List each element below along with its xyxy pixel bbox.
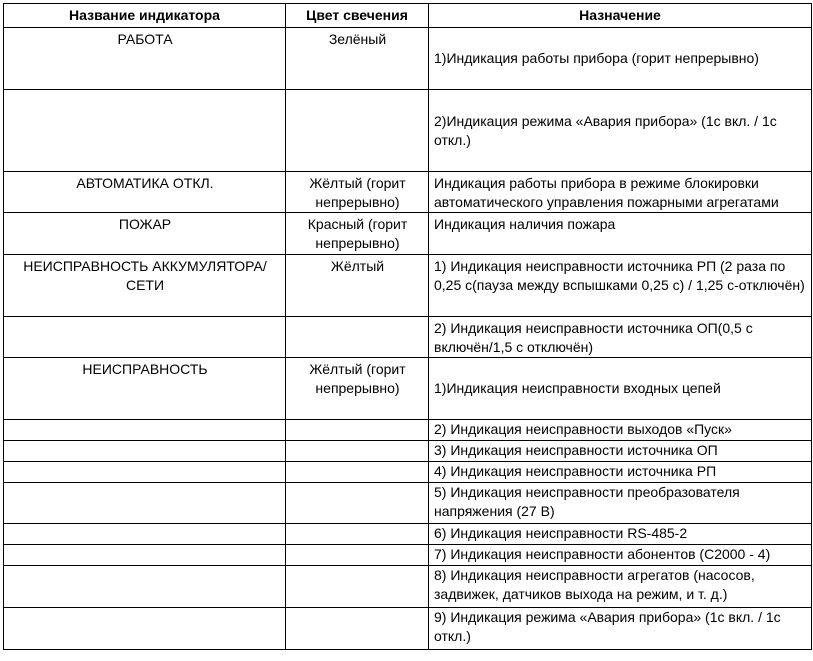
indicator-name bbox=[4, 441, 286, 462]
table-row bbox=[4, 462, 812, 483]
header-color: Цвет свечения bbox=[286, 4, 429, 28]
table-row bbox=[4, 255, 812, 317]
indicator-name bbox=[4, 545, 286, 566]
indicator-name bbox=[4, 566, 286, 608]
indicator-purpose: Индикация работы прибора в режиме блокировки автоматического управления пожарными агрегатами bbox=[429, 172, 812, 213]
table-header-row bbox=[4, 4, 812, 28]
indicator-name bbox=[4, 317, 286, 358]
indicator-purpose: 2) Индикация неисправности выходов «Пуск» bbox=[429, 420, 812, 441]
indicator-purpose: 5) Индикация неисправности преобразователя напряжения (27 В) bbox=[429, 483, 812, 524]
indicator-name bbox=[4, 524, 286, 545]
indicator-purpose: Индикация наличия пожара bbox=[429, 213, 812, 255]
indicator-color bbox=[286, 462, 429, 483]
header-name: Название индикатора bbox=[4, 4, 286, 28]
table-row bbox=[4, 441, 812, 462]
indicator-purpose: 6) Индикация неисправности RS-485-2 bbox=[429, 524, 812, 545]
indicator-name bbox=[4, 483, 286, 524]
indicator-color bbox=[286, 483, 429, 524]
table-row bbox=[4, 420, 812, 441]
indicator-name bbox=[4, 420, 286, 441]
indicator-color: Зелёный bbox=[286, 28, 429, 90]
indicator-color: Жёлтый (горит непрерывно) bbox=[286, 172, 429, 213]
table-row bbox=[4, 608, 812, 650]
indicator-purpose: 3) Индикация неисправности источника ОП bbox=[429, 441, 812, 462]
indicator-color bbox=[286, 566, 429, 608]
indicator-color bbox=[286, 317, 429, 358]
table-row bbox=[4, 213, 812, 255]
table-row bbox=[4, 172, 812, 213]
indicator-name bbox=[4, 462, 286, 483]
indicator-table bbox=[3, 3, 812, 650]
indicator-name: АВТОМАТИКА ОТКЛ. bbox=[4, 172, 286, 213]
table-row bbox=[4, 28, 812, 90]
indicator-purpose: 8) Индикация неисправности агрегатов (насосов, задвижек, датчиков выхода на режим, и т. д.) bbox=[429, 566, 812, 608]
indicator-color bbox=[286, 420, 429, 441]
indicator-name: ПОЖАР bbox=[4, 213, 286, 255]
indicator-name: РАБОТА bbox=[4, 28, 286, 90]
indicator-color bbox=[286, 545, 429, 566]
indicator-name bbox=[4, 608, 286, 650]
indicator-color bbox=[286, 90, 429, 172]
indicator-name: НЕИСПРАВНОСТЬ bbox=[4, 358, 286, 420]
table-row bbox=[4, 545, 812, 566]
indicator-color: Красный (горит непрерывно) bbox=[286, 213, 429, 255]
indicator-purpose: 1)Индикация неисправности входных цепей bbox=[429, 358, 812, 420]
indicator-purpose: 2)Индикация режима «Авария прибора» (1с вкл. / 1с откл.) bbox=[429, 90, 812, 172]
table-row bbox=[4, 524, 812, 545]
indicator-name bbox=[4, 90, 286, 172]
header-purpose: Назначение bbox=[429, 4, 812, 28]
indicator-purpose: 9) Индикация режима «Авария прибора» (1с вкл. / 1с откл.) bbox=[429, 608, 812, 650]
indicator-color bbox=[286, 608, 429, 650]
indicator-color: Жёлтый bbox=[286, 255, 429, 317]
table-row bbox=[4, 483, 812, 524]
indicator-purpose: 2) Индикация неисправности источника ОП(0,5 с включён/1,5 с отключён) bbox=[429, 317, 812, 358]
indicator-color: Жёлтый (горит непрерывно) bbox=[286, 358, 429, 420]
indicator-name: НЕИСПРАВНОСТЬ АККУМУЛЯТОРА/ СЕТИ bbox=[4, 255, 286, 317]
indicator-color bbox=[286, 524, 429, 545]
indicator-purpose: 7) Индикация неисправности абонентов (С2000 - 4) bbox=[429, 545, 812, 566]
indicator-purpose: 1) Индикация неисправности источника РП (2 раза по 0,25 с(пауза между вспышками 0,25 с) / 1,25 с-отключён) bbox=[429, 255, 812, 317]
indicator-purpose: 4) Индикация неисправности источника РП bbox=[429, 462, 812, 483]
table-row bbox=[4, 358, 812, 420]
table-row bbox=[4, 317, 812, 358]
table-row bbox=[4, 566, 812, 608]
indicator-color bbox=[286, 441, 429, 462]
indicator-purpose: 1)Индикация работы прибора (горит непрерывно) bbox=[429, 28, 812, 90]
table-row bbox=[4, 90, 812, 172]
